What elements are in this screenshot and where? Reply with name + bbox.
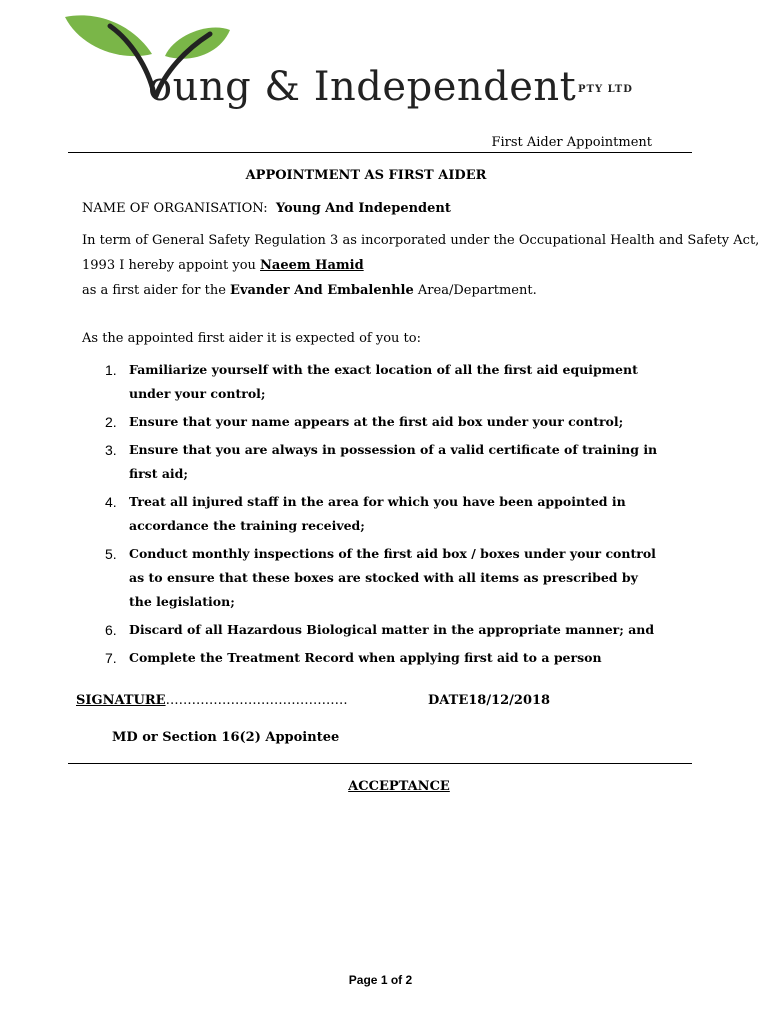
date-field: DATE18/12/2018 — [428, 693, 551, 708]
list-item-number: 2. — [105, 414, 117, 430]
footer-of-label: of — [387, 973, 406, 987]
list-item-text: Ensure that your name appears at the first aid box under your control; — [129, 414, 624, 429]
appointee-name: Naeem Hamid — [260, 258, 364, 273]
organisation-value: Young And Independent — [275, 201, 451, 216]
total-page-count: 2 — [405, 973, 413, 987]
appointee-role: MD or Section 16(2) Appointee — [112, 730, 340, 745]
page-footer — [0, 973, 761, 987]
intro-line-2 — [82, 258, 364, 273]
acceptance-divider — [68, 763, 692, 764]
list-item-text: Familiarize yourself with the exact location of all the first aid equipment under your control; — [129, 362, 638, 401]
expectation-line: As the appointed first aider it is expected of you to: — [82, 331, 421, 346]
document-type-heading: First Aider Appointment — [491, 135, 652, 150]
footer-page-label: Page — [348, 973, 381, 987]
intro-area-suffix: Area/Department. — [413, 283, 537, 298]
organisation-line — [82, 201, 451, 216]
list-item — [105, 490, 665, 538]
list-item-text: Ensure that you are always in possession of a valid certificate of training in first aid; — [129, 442, 658, 481]
list-item-number: 3. — [105, 442, 117, 458]
logo-suffix: PTY LTD — [578, 84, 633, 95]
list-item — [105, 358, 665, 406]
area-name: Evander And Embalenhle — [230, 283, 414, 298]
list-item-text: Discard of all Hazardous Biological matter in the appropriate manner; and — [129, 622, 655, 637]
list-item-number: 6. — [105, 622, 117, 638]
company-logo — [60, 12, 660, 112]
intro-appoint-text: 1993 I hereby appoint you — [82, 258, 261, 273]
list-item-number: 4. — [105, 494, 117, 510]
duties-list — [105, 358, 665, 674]
signature-label: SIGNATURE — [76, 693, 166, 708]
list-item — [105, 542, 665, 614]
acceptance-heading: ACCEPTANCE — [348, 779, 450, 794]
list-item-number: 7. — [105, 650, 117, 666]
list-item — [105, 410, 665, 434]
intro-line-1: In term of General Safety Regulation 3 as incorporated under the Occupational Health and Safety Act, — [82, 233, 760, 248]
current-page-number: 1 — [380, 973, 388, 987]
list-item-number: 1. — [105, 362, 117, 378]
list-item — [105, 618, 665, 642]
logo-wordmark: oung & Independent — [148, 64, 577, 110]
intro-area-prefix: as a first aider for the — [82, 283, 231, 298]
header-divider — [68, 152, 692, 153]
organisation-label: NAME OF ORGANISATION: — [82, 201, 268, 216]
list-item-text: Complete the Treatment Record when applying first aid to a person — [129, 650, 602, 665]
signature-dots: …………………………………… — [165, 693, 348, 708]
intro-line-3 — [82, 283, 537, 298]
list-item — [105, 646, 665, 670]
list-item-number: 5. — [105, 546, 117, 562]
list-item-text: Conduct monthly inspections of the first aid box / boxes under your control as to ensure that these boxes are stocked with all items as prescribed by the legislation; — [129, 546, 656, 609]
signature-line — [76, 693, 348, 708]
list-item-text: Treat all injured staff in the area for which you have been appointed in accordance the training received; — [129, 494, 626, 533]
list-item — [105, 438, 665, 486]
document-title: APPOINTMENT AS FIRST AIDER — [245, 168, 487, 183]
